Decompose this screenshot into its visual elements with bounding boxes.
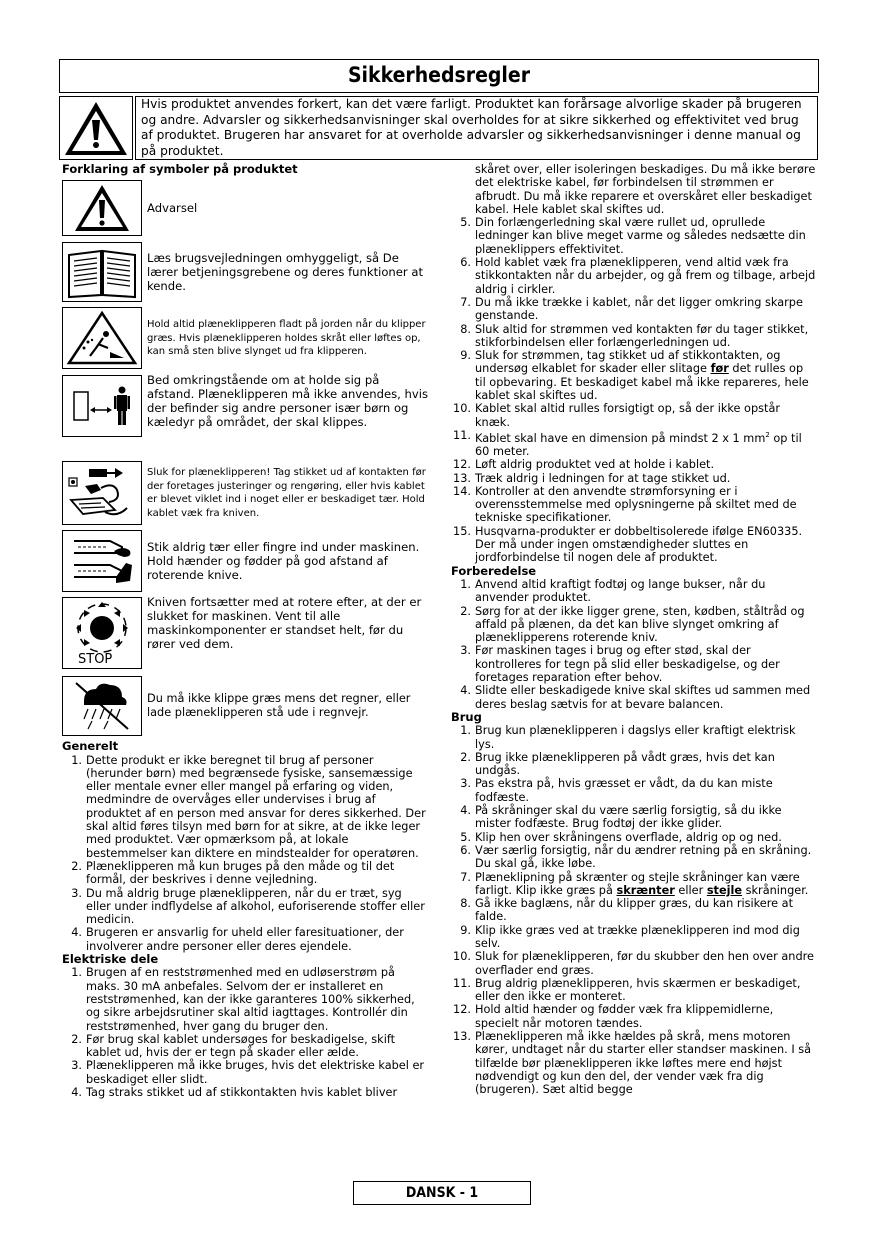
thrown-objects-icon [62,307,142,369]
list-item: 13. Plæneklipperen må ikke hældes på skrå, mens motoren kører, undtaget når du starter eller standser maskinen. I så tilfælde bør plæneklipperen ikke løftes mere end højst nødvendigt og kun den del, der vender væk fra dig (brugeren). Sæt altid begge [453,1030,812,1097]
list-item: 3. Før maskinen tages i brug og efter stød, skal der kontrolleres for tegn på slid eller beskadigelse, og der foretages reparation efter behov. [460,644,780,685]
symbol-text-thrown-objects: Hold altid plæneklipperen fladt på jorden når du klipper græs. Hvis plæneklipperen holdes skråt eller løftes op, kan små sten blive slynget ud fra klipperen. [147,318,426,358]
rotating-blade-stop-icon [62,597,142,669]
list-item: 3. Plæneklipperen må ikke bruges, hvis det elektriske kabel er beskadiget eller slidt. [71,1059,425,1086]
symbols-heading: Forklaring af symboler på produktet [62,162,298,176]
list-item: 14. Kontroller at den anvendte strømforsyning er i overensstemmelse med oplysningerne på skiltet med de tekniske specifikationer. [453,484,797,525]
symbol-row-hand-foot [62,530,430,592]
forberedelse-list [451,578,817,711]
list-item: 11. Kablet skal have en dimension på mindst 2 x 1 $mm^2$ op til 60 meter. [453,428,802,458]
symbol-text-warning: Advarsel [147,201,198,216]
left-column [62,163,430,1099]
list-item: 1. Anvend altid kraftigt fodtøj og lange bukser, når du anvender produktet. [460,577,766,605]
symbol-row-blade-stop [62,597,430,669]
list-item: 10. Kablet skal altid rulles forsigtigt op, så der ikke opstår knæk. [453,402,781,429]
list-item: 4. Slidte eller beskadigede knive skal skiftes ud sammen med deres beslag sætvis for at bevare balancen. [460,684,811,711]
read-manual-icon [62,242,142,302]
list-item: 9. Klip ikke græs ved at trække plæneklipperen ind mod dig selv. [460,923,800,950]
stop-label: STOP [78,652,113,667]
list-item: 4. På skråninger skal du være særlig forsigtig, så du ikke mister fodfæste. Brug fodtøj der ikke glider. [460,804,782,831]
emphasis-foer: før [710,362,729,376]
list-item: 8. Gå ikke baglæns, når du klipper græs, du kan risikere at falde. [460,897,794,924]
forberedelse-heading: Forberedelse [451,563,537,578]
symbol-text-hand-foot: Stik aldrig tær eller fingre ind under maskinen. Hold hænder og fødder på god afstand af roterende knive. [147,540,420,583]
symbol-text-manual: Læs brugsvejledningen omhyggeligt, så De lærer betjeningsgrebene og deres funktioner at kende. [147,251,424,294]
symbol-text-unplug: Sluk for plæneklipperen! Tag stikket ud af kontakten før der foretages justeringer og rengøring, eller hvis kablet er blevet viklet ind i noget eller er beskadiget tær. Hold kablet væk fra kniven. [147,467,426,519]
brug-list [451,724,817,1096]
symbol-row-manual [62,242,430,302]
list-item: 4. Tag straks stikket ud af stikkontakten hvis kablet bliver [71,1086,398,1100]
list-item: 8. Sluk altid for strømmen ved kontakten før du tager stikket, stikforbindelsen eller forlængerledningen ud. [460,322,809,349]
symbol-row-thrown-objects [62,307,430,369]
symbol-row-keep-distance [62,375,430,437]
symbol-row-unplug [62,461,430,525]
list-item: 12. Løft aldrig produktet ved at holde i kablet. [453,458,715,472]
symbol-row-no-rain [62,676,430,736]
list-item: 2. Plæneklipperen må kun bruges på den måde og til det formål, der beskrives i denne vejledning. [71,859,395,887]
list-item: 7. Plæneklipning på skrænter og stejle skråninger kan være farligt. Klip ikke græs på skrænter eller stejle skråninger. [460,870,809,897]
page-footer: DANSK - 1 [353,1181,531,1205]
unplug-icon [62,461,142,525]
list-item: 11. Brug aldrig plæneklipperen, hvis skærmen er beskadiget, eller den ikke er monteret. [453,976,801,1004]
list-item: 6. Hold kablet væk fra plæneklipperen, vend altid væk fra stikkontakten når du arbejder, og gå frem og tilbage, arbejd aldrig i cirkler. [460,256,816,296]
list-item: 3. Pas ekstra på, hvis græsset er vådt, da du kan miste fodfæste. [460,777,773,804]
symbol-text-keep-distance: Bed omkringstående om at holde sig på afstand. Plæneklipperen må ikke anvendes, hvis der befinder sig andre personer især børn og kæledyr på området, der skal klippes. [147,373,429,430]
list-item: 1. Dette produkt er ikke beregnet til brug af personer (herunder børn) med begrænsede fysiske, sansemæssige eller mentale evner eller mangel på erfaring og viden, medmindre de overvåges eller undervises i brug af produktet af en person med ansvar for deres sikkerhed. Der skal altid føres tilsyn med børn for at sikre, at de ikke leger med produktet. Vær opmærksom på, at lokale bestemmelser kan diktere en mindstealder for operatøren. [71,753,426,860]
generelt-heading: Generelt [62,739,119,754]
right-column [451,163,817,1097]
warning-triangle-icon [59,96,133,160]
superscript: 2 [765,430,770,439]
list-item: 12. Hold altid hænder og fødder væk fra klippemidlerne, specielt når motoren tændes. [453,1003,774,1030]
emphasis-stejle: stejle [706,883,743,897]
list-item: 1. Brugen af en reststrømenhed med en udløserstrøm på maks. 30 mA anbefales. Selvom der er installeret en reststrømenhed, kan der ikke garanteres 100% sikkerhed, og sikre arbejdsrutiner skal altid iagttages. Kontrollér din reststrømenhed, hver gang du bruger den. [71,966,415,1033]
list-item: 15. Husqvarna-produkter er dobbeltisolerede ifølge EN60335. Der må under ingen omstændigheder sluttes en jordforbindelse til nogen dele af produktet. [453,524,803,565]
page-title: Sikkerhedsregler [347,63,531,87]
generelt-list [62,754,430,953]
emphasis-skraenter: skrænter [616,883,675,897]
symbol-text-no-rain: Du må ikke klippe græs mens det regner, eller lade plæneklipperen stå ude i regnvejr. [147,692,411,720]
intro-warning-text: Hvis produktet anvendes forkert, kan det være farligt. Produktet kan forårsage alvorlige skader på brugeren og andre. Advarsler og sikkerhedsanvisninger skal overholdes for at sikre sikkerhed og effektivitet ved brug af produktet. Brugeren har ansvaret for at overholde advarsler og sikkerhedsanvisninger i denne manual og på produktet. [135,96,818,160]
no-rain-icon [62,676,142,736]
list-item: 13. Træk aldrig i ledningen for at tage stikket ud. [453,471,731,485]
list-item: 2. Før brug skal kablet undersøges for beskadigelse, skift kablet ud, hvis der er tegn på skader eller ælde. [71,1032,396,1060]
elektriske-item4-continued: skåret over, eller isoleringen beskadiges. Du må ikke berøre det elektriske kabel, før forbindelsen til strømmen er afbrudt. Du må ikke reparere et overskåret eller beskadiget kabel. Hele kablet skal skiftes ud. [475,163,816,216]
warning-triangle-icon [62,180,142,236]
list-item: 4. Brugeren er ansvarlig for uheld eller faresituationer, der involverer andre personer eller deres ejendele. [71,926,404,953]
keep-distance-icon [62,375,142,437]
list-item: 2. Sørg for at der ikke ligger grene, sten, kødben, ståltråd og affald på plænen, da det kan blive slynget omkring af plæneklipperens roterende kniv. [460,604,805,645]
elektriske-heading: Elektriske dele [62,952,159,967]
brug-heading: Brug [451,709,482,724]
title-box [59,59,819,93]
list-item: 10. Sluk for plæneklipperen, før du skubber den hen over andre overflader end græs. [453,950,814,977]
symbol-text-blade-stop: Kniven fortsætter med at rotere efter, at der er slukket for maskinen. Vent til alle maskinkomponenter er standset helt, før du rører ved dem. [147,595,422,652]
elektriske-list-right [451,216,817,564]
list-item: 1. Brug kun plæneklipperen i dagslys eller kraftigt elektrisk lys. [460,724,796,751]
list-item: 5. Klip hen over skråningens overflade, aldrig op og ned. [460,830,782,844]
elektriske-list-left [62,966,430,1099]
list-item: 6. Vær særlig forsigtig, når du ændrer retning på en skråning. Du skal gå, ikke løbe. [460,843,812,871]
list-item: 7. Du må ikke trække i kablet, når det ligger omkring skarpe genstande. [460,295,803,323]
list-item: 2. Brug ikke plæneklipperen på vådt græs, hvis det kan undgås. [460,750,775,778]
list-item: 5. Din forlængerledning skal være rullet ud, oprullede ledninger kan blive meget varme og således nedsætte din plæneklippers effektivitet. [460,216,806,256]
symbol-row-warning [62,180,430,236]
list-item: 9. Sluk for strømmen, tag stikket ud af stikkontakten, og undersøg elkablet for skader eller slitage før det rulles op til opbevaring. Et beskadiget kabel må ikke repareres, hele kablet skal skiftes ud. [460,349,809,403]
list-item: 3. Du må aldrig bruge plæneklipperen, når du er træt, syg eller under indflydelse af alkohol, euforiserende stoffer eller medicin. [71,886,425,927]
hand-foot-blade-icon [62,530,142,592]
